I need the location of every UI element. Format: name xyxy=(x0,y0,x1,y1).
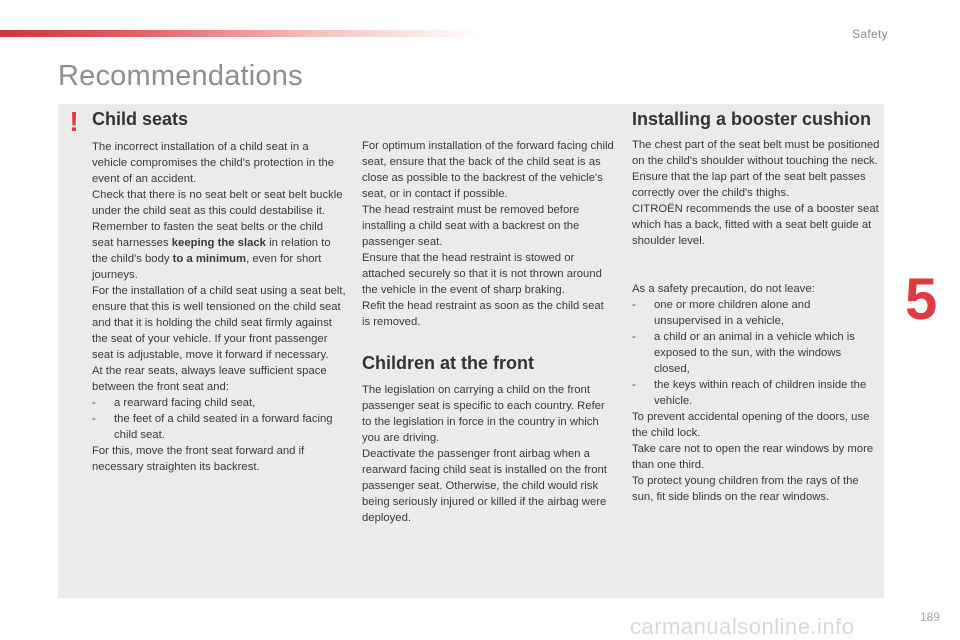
middle-column xyxy=(362,138,614,526)
paragraph: Deactivate the passenger front airbag when a rearward facing child seat is installed on the front passenger seat. Otherwise, the child would risk being seriously injured or killed if the airbag were deployed. xyxy=(362,448,607,524)
list-dash: - xyxy=(92,413,96,425)
paragraph: For optimum installation of the forward facing child seat, ensure that the back of the child seat is as close as possible to the backrest of the vehicle's seat, or in contact if possible. xyxy=(362,140,614,200)
page-number: 189 xyxy=(919,610,940,624)
list-item xyxy=(92,411,346,443)
exclamation-icon: ! xyxy=(69,106,79,137)
paragraph: The chest part of the seat belt must be positioned on the child's shoulder without touching the neck. xyxy=(632,139,880,167)
list-item xyxy=(632,329,880,377)
emphasis-text: keeping the slack xyxy=(171,237,266,249)
emphasis-text: to a minimum xyxy=(172,253,247,265)
paragraph: To prevent accidental opening of the doors, use the child lock. xyxy=(632,411,870,439)
paragraph: For the installation of a child seat using a seat belt, ensure that this is well tensioned on the child seat and that it is holding the child seat firmly against the seat of your vehicle. If your front passenger seat is adjustable, move it forward if necessary. xyxy=(92,285,346,361)
paragraph: Take care not to open the rear windows by more than one third. xyxy=(632,443,874,471)
list-dash: - xyxy=(632,299,636,311)
booster-heading: Installing a booster cushion xyxy=(632,109,872,129)
paragraph: CITROËN recommends the use of a booster seat which has a back, fitted with a seat belt guide at shoulder level. xyxy=(632,203,879,247)
paragraph: The incorrect installation of a child seat in a vehicle compromises the child's protection in the event of an accident. xyxy=(92,141,335,185)
list-dash: - xyxy=(632,331,636,343)
children-front-heading: Children at the front xyxy=(362,353,534,373)
paragraph: To protect young children from the rays of the sun, fit side blinds on the rear windows. xyxy=(632,475,859,503)
child-seats-heading: Child seats xyxy=(92,109,189,129)
list-item-text: a child or an animal in a vehicle which is exposed to the sun, with the windows closed, xyxy=(654,331,855,375)
paragraph: Ensure that the head restraint is stowed or attached securely so that it is not thrown around the vehicle in the event of sharp braking. xyxy=(362,252,602,296)
list-item-text: a rearward facing child seat, xyxy=(114,397,256,409)
paragraph: Ensure that the lap part of the seat belt passes correctly over the child's thighs. xyxy=(632,171,866,199)
fasten-text: Remember to fasten the seat belts or the child seat harnesses xyxy=(92,221,324,249)
paragraph: The head restraint must be removed before installing a child seat with a backrest on the passenger seat. xyxy=(362,204,580,248)
watermark: carmanualsonline.info xyxy=(630,614,855,639)
paragraph: As a safety precaution, do not leave: xyxy=(632,283,815,295)
paragraph: At the rear seats, always leave sufficient space between the front seat and: xyxy=(92,365,327,393)
child-seats-column xyxy=(92,109,346,475)
fasten-text: , even for short journeys. xyxy=(92,253,322,281)
chapter-number: 5 xyxy=(905,267,938,332)
fasten-text: in relation to the child's body xyxy=(92,237,331,265)
list-item-text: one or more children alone and unsupervised in a vehicle, xyxy=(654,299,811,327)
header-accent-bar xyxy=(0,30,480,37)
paragraph: For this, move the front seat forward and if necessary straighten its backrest. xyxy=(92,445,305,473)
fasten-paragraph xyxy=(92,219,346,283)
list-item xyxy=(92,395,346,411)
paragraph: Check that there is no seat belt or seat belt buckle under the child seat as this could destabilise it. xyxy=(92,189,343,217)
booster-column xyxy=(632,109,880,505)
list-item xyxy=(632,297,880,329)
section-label: Safety xyxy=(852,27,888,41)
list-dash: - xyxy=(92,397,96,409)
paragraph: The legislation on carrying a child on the front passenger seat is specific to each country. Refer to the legislation in force in the country in which you are driving. xyxy=(362,384,605,444)
list-dash: - xyxy=(632,379,636,391)
page-title: Recommendations xyxy=(58,60,303,92)
list-item-text: the feet of a child seated in a forward facing child seat. xyxy=(114,413,333,441)
spacer xyxy=(632,249,880,281)
list-item-text: the keys within reach of children inside the vehicle. xyxy=(654,379,867,407)
list-item xyxy=(632,377,880,409)
paragraph: Refit the head restraint as soon as the child seat is removed. xyxy=(362,300,604,328)
